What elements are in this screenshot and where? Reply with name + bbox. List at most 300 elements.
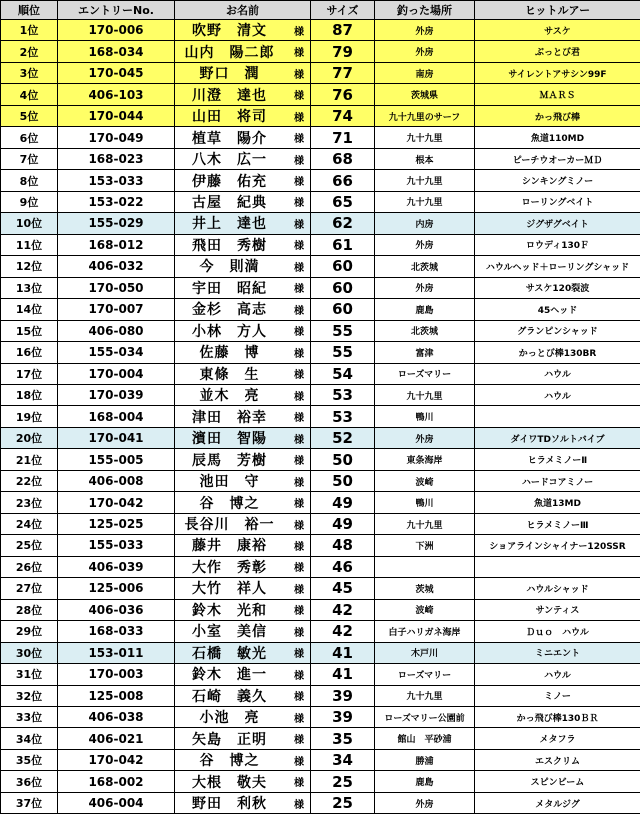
place-cell: 外房 — [375, 277, 475, 298]
place-cell: 鹿島 — [375, 771, 475, 792]
name-cell — [175, 299, 311, 320]
honorific: 様 — [294, 406, 304, 426]
honorific: 様 — [294, 364, 304, 384]
entry-no-cell: 170-049 — [58, 127, 175, 148]
name-cell — [175, 84, 311, 105]
name-cell — [175, 599, 311, 620]
size-cell: 55 — [311, 320, 375, 341]
participant-name: 八木 広一 — [175, 149, 284, 169]
size-cell: 25 — [311, 771, 375, 792]
table-row — [1, 41, 640, 62]
place-cell: 北茨城 — [375, 320, 475, 341]
place-cell: 九十九里のサーフ — [375, 105, 475, 126]
rank-cell: 26位 — [1, 556, 58, 577]
honorific: 様 — [294, 428, 304, 448]
place-cell: 九十九里 — [375, 384, 475, 405]
name-cell — [175, 363, 311, 384]
honorific: 様 — [294, 342, 304, 362]
entry-no-cell: 168-002 — [58, 771, 175, 792]
table-row — [1, 84, 640, 105]
rank-cell: 13位 — [1, 277, 58, 298]
honorific: 様 — [294, 385, 304, 405]
entry-no-cell: 168-033 — [58, 621, 175, 642]
lure-cell: かっ飛び棒 — [475, 105, 640, 126]
table-row — [1, 578, 640, 599]
participant-name: 吹野 清文 — [175, 20, 284, 40]
rank-cell: 9位 — [1, 191, 58, 212]
rank-cell: 16位 — [1, 342, 58, 363]
size-cell: 46 — [311, 556, 375, 577]
header-row — [1, 1, 640, 20]
table-row — [1, 299, 640, 320]
participant-name: 大根 敬夫 — [175, 771, 284, 791]
name-cell — [175, 62, 311, 83]
name-cell — [175, 749, 311, 770]
lure-cell: ハウル — [475, 384, 640, 405]
table-row — [1, 320, 640, 341]
participant-name: 佐藤 博 — [175, 342, 284, 362]
participant-name: 小池 亮 — [175, 707, 284, 727]
table-row — [1, 621, 640, 642]
rank-cell: 4位 — [1, 84, 58, 105]
rank-cell: 19位 — [1, 406, 58, 427]
name-cell — [175, 556, 311, 577]
rank-cell: 29位 — [1, 621, 58, 642]
honorific: 様 — [294, 235, 304, 255]
place-cell: ローズマリー公園前 — [375, 707, 475, 728]
header-entry: エントリーNo. — [58, 1, 175, 20]
lure-cell: ショアラインシャイナー120SSR — [475, 535, 640, 556]
name-cell — [175, 320, 311, 341]
size-cell: 79 — [311, 41, 375, 62]
entry-no-cell: 170-041 — [58, 427, 175, 448]
honorific: 様 — [294, 793, 304, 813]
place-cell: 外房 — [375, 20, 475, 41]
name-cell — [175, 384, 311, 405]
rank-cell: 5位 — [1, 105, 58, 126]
participant-name: 小林 方人 — [175, 321, 284, 341]
lure-cell: エスクリム — [475, 749, 640, 770]
table-row — [1, 492, 640, 513]
name-cell — [175, 213, 311, 234]
name-cell — [175, 621, 311, 642]
size-cell: 49 — [311, 492, 375, 513]
rank-cell: 11位 — [1, 234, 58, 255]
rank-cell: 8位 — [1, 170, 58, 191]
name-cell — [175, 342, 311, 363]
honorific: 様 — [294, 621, 304, 641]
lure-cell: ダイワTDソルトバイブ — [475, 427, 640, 448]
place-cell: 南房 — [375, 62, 475, 83]
lure-cell: ＭＡＲＳ — [475, 84, 640, 105]
lure-cell: メタフラ — [475, 728, 640, 749]
entry-no-cell: 406-032 — [58, 256, 175, 277]
table-row — [1, 384, 640, 405]
table-row — [1, 728, 640, 749]
table-row — [1, 449, 640, 470]
rank-cell: 17位 — [1, 363, 58, 384]
rank-cell: 27位 — [1, 578, 58, 599]
honorific: 様 — [294, 256, 304, 276]
lure-cell: ジグザグベイト — [475, 213, 640, 234]
place-cell: 外房 — [375, 234, 475, 255]
participant-name: 宇田 昭紀 — [175, 278, 284, 298]
participant-name: 津田 裕幸 — [175, 406, 284, 426]
honorific: 様 — [294, 492, 304, 512]
table-row — [1, 213, 640, 234]
place-cell — [375, 556, 475, 577]
lure-cell: かっとび棒130BR — [475, 342, 640, 363]
entry-no-cell: 170-039 — [58, 384, 175, 405]
table-row — [1, 707, 640, 728]
entry-no-cell: 125-008 — [58, 685, 175, 706]
honorific: 様 — [294, 535, 304, 555]
rank-cell: 37位 — [1, 792, 58, 813]
table-row — [1, 234, 640, 255]
entry-no-cell: 153-033 — [58, 170, 175, 191]
participant-name: 野田 利秋 — [175, 793, 284, 813]
size-cell: 55 — [311, 342, 375, 363]
honorific: 様 — [294, 471, 304, 491]
entry-no-cell: 406-021 — [58, 728, 175, 749]
rank-cell: 1位 — [1, 20, 58, 41]
honorific: 様 — [294, 192, 304, 212]
name-cell — [175, 771, 311, 792]
table-row — [1, 513, 640, 534]
place-cell: 東条海岸 — [375, 449, 475, 470]
name-cell — [175, 20, 311, 41]
place-cell: 根本 — [375, 148, 475, 169]
rank-cell: 10位 — [1, 213, 58, 234]
size-cell: 48 — [311, 535, 375, 556]
honorific: 様 — [294, 578, 304, 598]
honorific: 様 — [294, 750, 304, 770]
rank-cell: 31位 — [1, 664, 58, 685]
place-cell: 富津 — [375, 342, 475, 363]
participant-name: 小室 美信 — [175, 621, 284, 641]
honorific: 様 — [294, 106, 304, 126]
table-row — [1, 771, 640, 792]
place-cell: 九十九里 — [375, 685, 475, 706]
lure-cell — [475, 406, 640, 427]
participant-name: 植草 陽介 — [175, 127, 284, 147]
size-cell: 54 — [311, 363, 375, 384]
honorific: 様 — [294, 213, 304, 233]
honorific: 様 — [294, 299, 304, 319]
participant-name: 石崎 義久 — [175, 686, 284, 706]
lure-cell: ハウルヘッド＋ローリングシャッド — [475, 256, 640, 277]
place-cell: 木戸川 — [375, 642, 475, 663]
participant-name: 濱田 智陽 — [175, 428, 284, 448]
size-cell: 35 — [311, 728, 375, 749]
place-cell: 茨城 — [375, 578, 475, 599]
place-cell: 北茨城 — [375, 256, 475, 277]
participant-name: 谷 博之 — [175, 750, 284, 770]
place-cell: 内房 — [375, 213, 475, 234]
header-name: お名前 — [175, 1, 311, 20]
name-cell — [175, 664, 311, 685]
participant-name: 藤井 康裕 — [175, 535, 284, 555]
honorific: 様 — [294, 600, 304, 620]
lure-cell: ハードコアミノー — [475, 470, 640, 491]
name-cell — [175, 170, 311, 191]
size-cell: 60 — [311, 299, 375, 320]
place-cell: 館山 平砂浦 — [375, 728, 475, 749]
rank-cell: 15位 — [1, 320, 58, 341]
rank-cell: 28位 — [1, 599, 58, 620]
rank-cell: 2位 — [1, 41, 58, 62]
rank-cell: 14位 — [1, 299, 58, 320]
honorific: 様 — [294, 643, 304, 663]
name-cell — [175, 642, 311, 663]
name-cell — [175, 256, 311, 277]
entry-no-cell: 170-042 — [58, 749, 175, 770]
entry-no-cell: 406-038 — [58, 707, 175, 728]
honorific: 様 — [294, 557, 304, 577]
lure-cell: 魚道110MD — [475, 127, 640, 148]
place-cell: 外房 — [375, 41, 475, 62]
rank-cell: 30位 — [1, 642, 58, 663]
table-row — [1, 599, 640, 620]
entry-no-cell: 170-006 — [58, 20, 175, 41]
place-cell: 外房 — [375, 792, 475, 813]
participant-name: 今 則満 — [175, 256, 284, 276]
honorific: 様 — [294, 514, 304, 534]
honorific: 様 — [294, 278, 304, 298]
size-cell: 61 — [311, 234, 375, 255]
name-cell — [175, 277, 311, 298]
table-row — [1, 363, 640, 384]
lure-cell: ローリングベイト — [475, 191, 640, 212]
lure-cell: サイレントアサシン99F — [475, 62, 640, 83]
lure-cell: ぶっとび君 — [475, 41, 640, 62]
size-cell: 68 — [311, 148, 375, 169]
participant-name: 長谷川 裕一 — [175, 514, 284, 534]
header-lure: ヒットルアー — [475, 1, 640, 20]
entry-no-cell: 406-039 — [58, 556, 175, 577]
lure-cell: サンティス — [475, 599, 640, 620]
size-cell: 65 — [311, 191, 375, 212]
honorific: 様 — [294, 20, 304, 40]
results-body — [1, 20, 640, 814]
lure-cell: ミノー — [475, 685, 640, 706]
participant-name: 辰馬 芳樹 — [175, 449, 284, 469]
size-cell: 41 — [311, 664, 375, 685]
entry-no-cell: 168-004 — [58, 406, 175, 427]
rank-cell: 3位 — [1, 62, 58, 83]
place-cell: ローズマリー — [375, 664, 475, 685]
participant-name: 石橋 敏光 — [175, 643, 284, 663]
honorific: 様 — [294, 84, 304, 104]
table-row — [1, 256, 640, 277]
lure-cell: ロウディ130Ｆ — [475, 234, 640, 255]
size-cell: 53 — [311, 406, 375, 427]
rank-cell: 21位 — [1, 449, 58, 470]
name-cell — [175, 449, 311, 470]
entry-no-cell: 155-033 — [58, 535, 175, 556]
name-cell — [175, 578, 311, 599]
size-cell: 49 — [311, 513, 375, 534]
honorific: 様 — [294, 127, 304, 147]
table-row — [1, 406, 640, 427]
rank-cell: 34位 — [1, 728, 58, 749]
participant-name: 谷 博之 — [175, 492, 284, 512]
table-row — [1, 792, 640, 813]
size-cell: 74 — [311, 105, 375, 126]
name-cell — [175, 470, 311, 491]
size-cell: 50 — [311, 470, 375, 491]
name-cell — [175, 148, 311, 169]
table-row — [1, 105, 640, 126]
size-cell: 39 — [311, 685, 375, 706]
entry-no-cell: 168-012 — [58, 234, 175, 255]
lure-cell: ピーチウオーカーＭＤ — [475, 148, 640, 169]
entry-no-cell: 170-003 — [58, 664, 175, 685]
honorific: 様 — [294, 170, 304, 190]
entry-no-cell: 170-044 — [58, 105, 175, 126]
honorific: 様 — [294, 321, 304, 341]
size-cell: 66 — [311, 170, 375, 191]
lure-cell: ヒラメミノーⅡ — [475, 449, 640, 470]
header-size: サイズ — [311, 1, 375, 20]
honorific: 様 — [294, 41, 304, 61]
participant-name: 鈴木 光和 — [175, 600, 284, 620]
entry-no-cell: 170-045 — [58, 62, 175, 83]
rank-cell: 35位 — [1, 749, 58, 770]
entry-no-cell: 170-050 — [58, 277, 175, 298]
honorific: 様 — [294, 771, 304, 791]
lure-cell: ミニエント — [475, 642, 640, 663]
lure-cell: メタルジグ — [475, 792, 640, 813]
lure-cell: ハウルシャッド — [475, 578, 640, 599]
name-cell — [175, 792, 311, 813]
honorific: 様 — [294, 449, 304, 469]
participant-name: 井上 達也 — [175, 213, 284, 233]
place-cell: 勝浦 — [375, 749, 475, 770]
size-cell: 87 — [311, 20, 375, 41]
honorific: 様 — [294, 686, 304, 706]
size-cell: 42 — [311, 621, 375, 642]
lure-cell — [475, 556, 640, 577]
honorific: 様 — [294, 149, 304, 169]
place-cell: 波崎 — [375, 599, 475, 620]
lure-cell: ヒラメミノーⅢ — [475, 513, 640, 534]
entry-no-cell: 155-005 — [58, 449, 175, 470]
lure-cell: かっ飛び棒130ＢＲ — [475, 707, 640, 728]
place-cell: 白子ハリガネ海岸 — [375, 621, 475, 642]
entry-no-cell: 170-007 — [58, 299, 175, 320]
participant-name: 伊藤 佑充 — [175, 170, 284, 190]
rank-cell: 22位 — [1, 470, 58, 491]
rank-cell: 6位 — [1, 127, 58, 148]
size-cell: 34 — [311, 749, 375, 770]
table-row — [1, 148, 640, 169]
entry-no-cell: 406-004 — [58, 792, 175, 813]
honorific: 様 — [294, 63, 304, 83]
table-row — [1, 664, 640, 685]
size-cell: 25 — [311, 792, 375, 813]
rank-cell: 20位 — [1, 427, 58, 448]
rank-cell: 7位 — [1, 148, 58, 169]
name-cell — [175, 535, 311, 556]
name-cell — [175, 728, 311, 749]
participant-name: 古屋 紀典 — [175, 192, 284, 212]
honorific: 様 — [294, 707, 304, 727]
rank-cell: 12位 — [1, 256, 58, 277]
size-cell: 60 — [311, 277, 375, 298]
size-cell: 77 — [311, 62, 375, 83]
place-cell: 波崎 — [375, 470, 475, 491]
participant-name: 金杉 高志 — [175, 299, 284, 319]
name-cell — [175, 427, 311, 448]
name-cell — [175, 492, 311, 513]
entry-no-cell: 406-103 — [58, 84, 175, 105]
rank-cell: 32位 — [1, 685, 58, 706]
place-cell: 九十九里 — [375, 170, 475, 191]
rank-cell: 24位 — [1, 513, 58, 534]
entry-no-cell: 125-006 — [58, 578, 175, 599]
lure-cell: 魚道13MD — [475, 492, 640, 513]
rank-cell: 33位 — [1, 707, 58, 728]
lure-cell: スピンビーム — [475, 771, 640, 792]
lure-cell: サスケ120裂波 — [475, 277, 640, 298]
lure-cell: 45ヘッド — [475, 299, 640, 320]
name-cell — [175, 191, 311, 212]
table-row — [1, 191, 640, 212]
place-cell: 九十九里 — [375, 513, 475, 534]
lure-cell: グランピンシャッド — [475, 320, 640, 341]
participant-name: 矢島 正明 — [175, 728, 284, 748]
participant-name: 山田 将司 — [175, 106, 284, 126]
table-row — [1, 470, 640, 491]
name-cell — [175, 127, 311, 148]
name-cell — [175, 707, 311, 728]
participant-name: 並木 亮 — [175, 385, 284, 405]
name-cell — [175, 41, 311, 62]
size-cell: 41 — [311, 642, 375, 663]
table-row — [1, 277, 640, 298]
participant-name: 大竹 祥人 — [175, 578, 284, 598]
name-cell — [175, 513, 311, 534]
place-cell: 鴨川 — [375, 406, 475, 427]
rank-cell: 18位 — [1, 384, 58, 405]
header-rank: 順位 — [1, 1, 58, 20]
name-cell — [175, 234, 311, 255]
place-cell: 鴨川 — [375, 492, 475, 513]
participant-name: 野口 潤 — [175, 63, 284, 83]
table-row — [1, 556, 640, 577]
participant-name: 鈴木 進一 — [175, 664, 284, 684]
entry-no-cell: 406-080 — [58, 320, 175, 341]
size-cell: 71 — [311, 127, 375, 148]
size-cell: 42 — [311, 599, 375, 620]
name-cell — [175, 685, 311, 706]
place-cell: 茨城県 — [375, 84, 475, 105]
rank-cell: 25位 — [1, 535, 58, 556]
honorific: 様 — [294, 728, 304, 748]
entry-no-cell: 168-023 — [58, 148, 175, 169]
size-cell: 62 — [311, 213, 375, 234]
entry-no-cell: 153-011 — [58, 642, 175, 663]
rank-cell: 23位 — [1, 492, 58, 513]
table-row — [1, 749, 640, 770]
table-row — [1, 20, 640, 41]
table-row — [1, 535, 640, 556]
table-row — [1, 642, 640, 663]
lure-cell: ハウル — [475, 363, 640, 384]
participant-name: 飛田 秀樹 — [175, 235, 284, 255]
place-cell: 九十九里 — [375, 127, 475, 148]
